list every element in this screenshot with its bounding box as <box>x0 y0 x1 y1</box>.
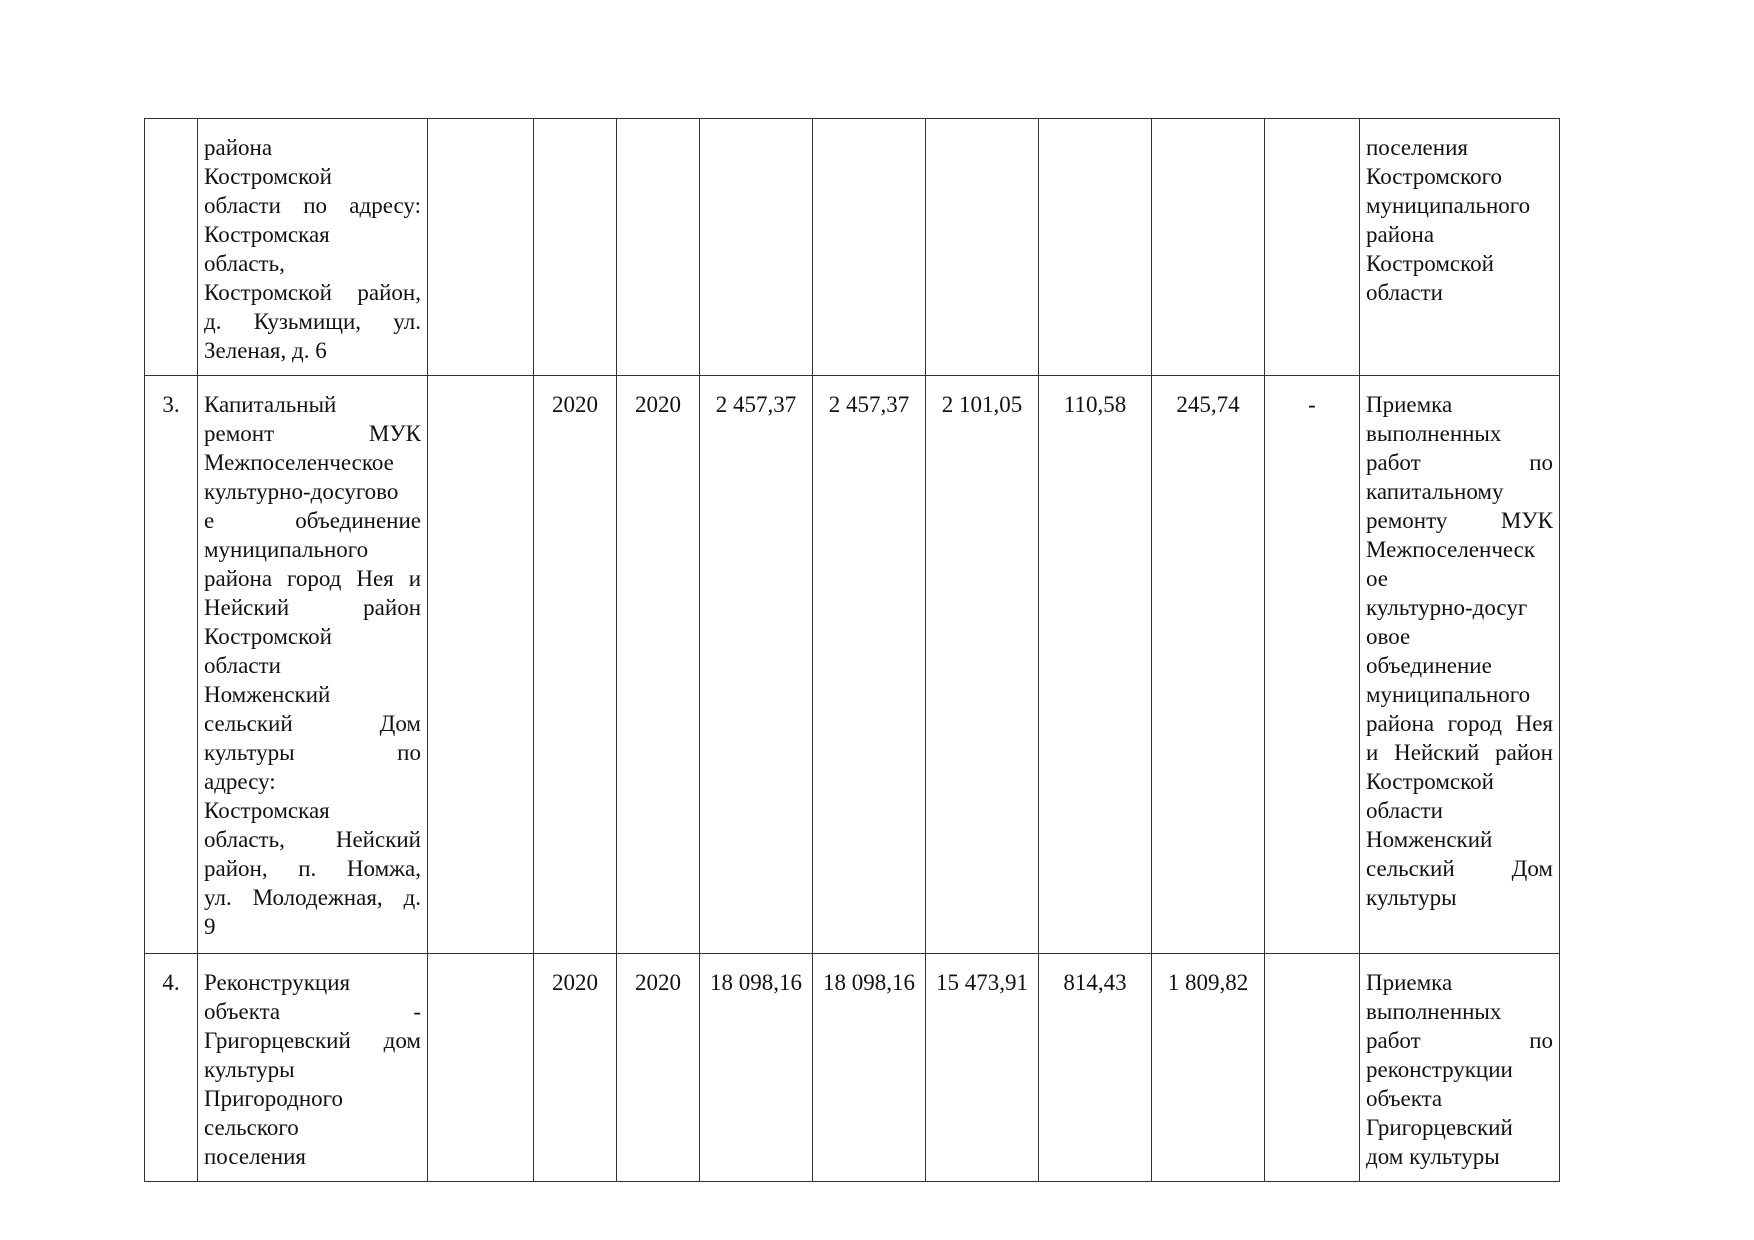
table-row <box>145 119 1560 376</box>
cell-text-line: Межпоселенческ <box>1366 537 1536 562</box>
cell-text-line: муниципального <box>1366 682 1531 707</box>
value-cell <box>813 119 926 376</box>
value-cell: 245,74 <box>1152 376 1265 954</box>
row-number: 3. <box>145 376 198 954</box>
cell-text-line: Капитальный <box>204 392 337 417</box>
cell-text-line: Зеленая, д. 6 <box>204 338 327 363</box>
value-cell: 110,58 <box>1039 376 1152 954</box>
value-cell <box>1152 119 1265 376</box>
cell-text-line: работ по <box>1366 450 1553 475</box>
cell-text-line: район, п. Номжа, <box>204 856 421 881</box>
cell-text-line: Нейский район <box>204 595 421 620</box>
cell-text-line: объекта - <box>204 999 421 1024</box>
cell-text-line: Костромской <box>204 164 332 189</box>
cell-text-line: выполненных <box>1366 999 1502 1024</box>
empty-cell <box>428 954 534 1182</box>
cell-text-line: поселения <box>1366 135 1468 160</box>
cell-text-line: области <box>1366 798 1443 823</box>
cell-text-line: Приемка <box>1366 392 1453 417</box>
cell-text-line: ремонт МУК <box>204 421 421 446</box>
program-table <box>144 118 1560 1182</box>
cell-text-line: д. Кузьмищи, ул. <box>204 309 421 334</box>
value-cell <box>926 119 1039 376</box>
cell-text-line: Костромская <box>204 222 330 247</box>
cell-text-line: объекта <box>1366 1086 1443 1111</box>
cell-text-line: культуры <box>204 1057 295 1082</box>
value-cell: 2 457,37 <box>700 376 813 954</box>
cell-text-line: Григорцевский дом <box>204 1028 421 1053</box>
empty-cell <box>428 119 534 376</box>
cell-text-line: сельского <box>204 1115 299 1140</box>
cell-text-line: культурно-досугово <box>204 479 399 504</box>
empty-cell <box>428 376 534 954</box>
cell-text-line: Реконструкция <box>204 970 351 995</box>
cell-text-line: ремонту МУК <box>1366 508 1553 533</box>
cell-text-line: Пригородного <box>204 1086 343 1111</box>
value-cell: 15 473,91 <box>926 954 1039 1182</box>
cell-text-line: района <box>1366 222 1435 247</box>
value-cell: 814,43 <box>1039 954 1152 1182</box>
value-cell: 18 098,16 <box>813 954 926 1182</box>
cell-text-line: адресу: <box>204 769 276 794</box>
cell-text-line: ое <box>1366 566 1388 591</box>
cell-text-line: Григорцевский <box>1366 1115 1513 1140</box>
cell-text-line: области <box>204 653 281 678</box>
row-number: 4. <box>145 954 198 1182</box>
cell-text-line: муниципального <box>204 537 369 562</box>
cell-text-line: работ по <box>1366 1028 1553 1053</box>
table-row <box>145 376 1560 954</box>
value-cell <box>700 119 813 376</box>
value-cell: - <box>1265 376 1360 954</box>
cell-text-line: 9 <box>204 914 216 939</box>
year-end-cell: 2020 <box>617 376 700 954</box>
cell-text-line: Приемка <box>1366 970 1453 995</box>
table-row <box>145 954 1560 1182</box>
cell-text-line: района город Нея <box>1366 711 1553 736</box>
cell-text-line: ул. Молодежная, д. <box>204 885 421 910</box>
value-cell: 2 101,05 <box>926 376 1039 954</box>
object-name-cell <box>198 954 428 1182</box>
object-name-cell <box>198 376 428 954</box>
cell-text-line: капитальному <box>1366 479 1504 504</box>
year-end-cell <box>617 119 700 376</box>
cell-text-line: объединение <box>1366 653 1492 678</box>
result-cell <box>1360 376 1560 954</box>
value-cell: 1 809,82 <box>1152 954 1265 1182</box>
year-start-cell <box>534 119 617 376</box>
cell-text-line: сельский Дом <box>1366 856 1553 881</box>
value-cell <box>1265 954 1360 1182</box>
cell-text-line: Костромской район, <box>204 280 421 305</box>
cell-text-line: муниципального <box>1366 193 1531 218</box>
cell-text-line: Костромской <box>1366 251 1494 276</box>
cell-text-line: Костромской <box>1366 769 1494 794</box>
cell-text-line: культуры по <box>204 740 421 765</box>
row-number <box>145 119 198 376</box>
value-cell <box>1039 119 1152 376</box>
result-cell <box>1360 954 1560 1182</box>
cell-text-line: овое <box>1366 624 1411 649</box>
cell-text-line: реконструкции <box>1366 1057 1513 1082</box>
cell-text-line: дом культуры <box>1366 1144 1500 1169</box>
cell-text-line: культурно-досуг <box>1366 595 1528 620</box>
year-end-cell: 2020 <box>617 954 700 1182</box>
year-start-cell: 2020 <box>534 954 617 1182</box>
cell-text-line: Номженский <box>1366 827 1493 852</box>
object-name-cell <box>198 119 428 376</box>
cell-text-line: область, <box>204 251 285 276</box>
result-cell <box>1360 119 1560 376</box>
cell-text-line: Межпоселенческое <box>204 450 394 475</box>
cell-text-line: Костромского <box>1366 164 1503 189</box>
cell-text-line: района <box>204 135 273 160</box>
cell-text-line: района город Нея и <box>204 566 421 591</box>
year-start-cell: 2020 <box>534 376 617 954</box>
cell-text-line: области по адресу: <box>204 193 421 218</box>
cell-text-line: культуры <box>1366 885 1457 910</box>
value-cell: 18 098,16 <box>700 954 813 1182</box>
cell-text-line: области <box>1366 280 1443 305</box>
value-cell: 2 457,37 <box>813 376 926 954</box>
cell-text-line: Костромской <box>204 624 332 649</box>
value-cell <box>1265 119 1360 376</box>
cell-text-line: е объединение <box>204 508 421 533</box>
cell-text-line: Номженский <box>204 682 331 707</box>
cell-text-line: Костромская <box>204 798 330 823</box>
cell-text-line: поселения <box>204 1144 306 1169</box>
cell-text-line: сельский Дом <box>204 711 421 736</box>
cell-text-line: выполненных <box>1366 421 1502 446</box>
cell-text-line: область, Нейский <box>204 827 421 852</box>
cell-text-line: и Нейский район <box>1366 740 1553 765</box>
